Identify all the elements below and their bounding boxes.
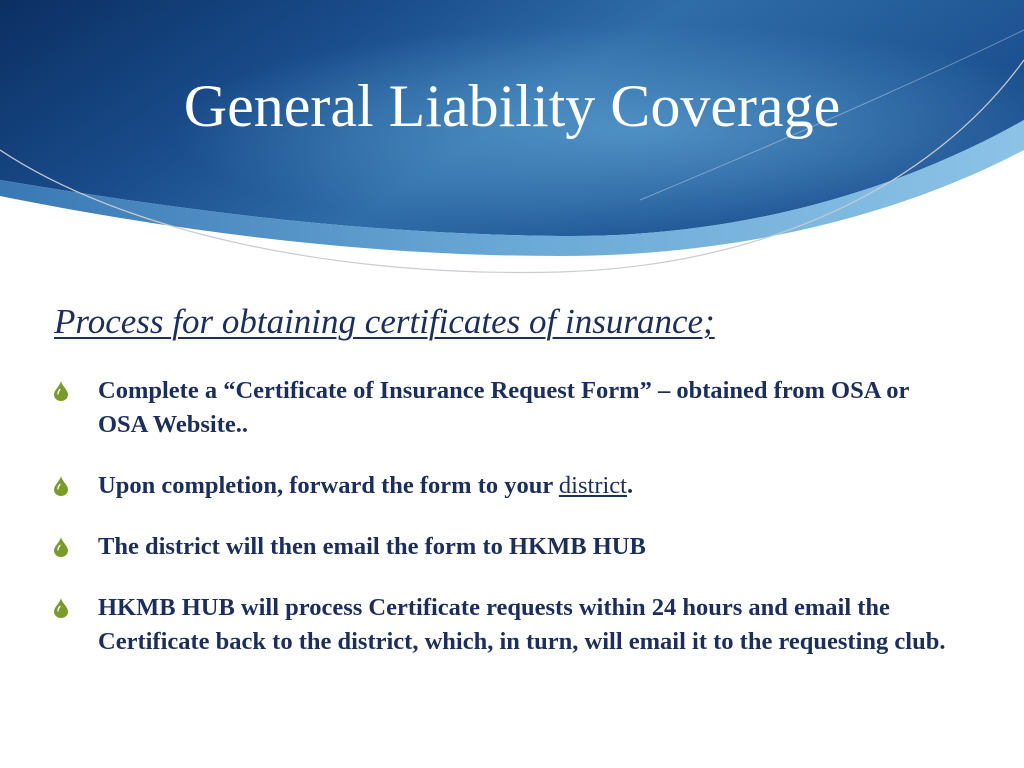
- bullet-item: [54, 530, 954, 564]
- droplet-icon: [54, 381, 68, 401]
- droplet-icon: [54, 476, 68, 496]
- bullet-item: [54, 374, 954, 442]
- bullet-text: Complete a “Certificate of Insurance Request Form” – obtained from OSA or OSA Website..: [98, 377, 909, 438]
- bullet-item: [54, 591, 954, 659]
- bullet-text: HKMB HUB will process Certificate requests within 24 hours and email the Certificate back to the district, which, in turn, will email it to the requesting club.: [98, 594, 946, 655]
- bullet-list: [54, 374, 954, 686]
- bullet-text: The district will then email the form to HKMB HUB: [98, 533, 646, 560]
- slide-title: General Liability Coverage: [183, 73, 841, 139]
- droplet-icon: [54, 598, 68, 618]
- header-wave-background: [0, 0, 1024, 290]
- section-subtitle: Process for obtaining certificates of insurance;: [54, 302, 715, 341]
- district-link[interactable]: district: [558, 472, 627, 499]
- bullet-text-after: .: [626, 472, 634, 499]
- bullet-item: [54, 469, 954, 503]
- bullet-text-before: Upon completion, forward the form to your: [98, 472, 559, 499]
- droplet-icon: [54, 537, 68, 557]
